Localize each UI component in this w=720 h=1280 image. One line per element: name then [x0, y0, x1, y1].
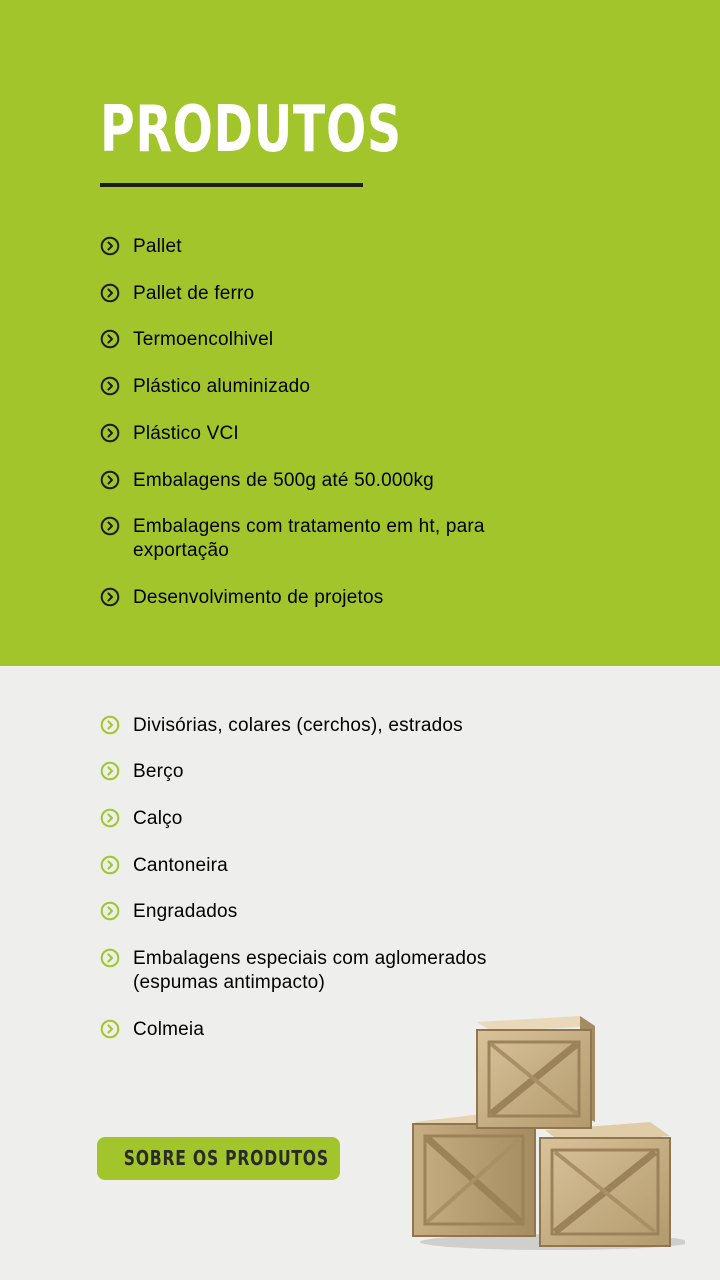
title-underline [100, 183, 363, 187]
list-item-label: Colmeia [133, 1019, 205, 1040]
list-item-label: Pallet de ferro [133, 283, 255, 304]
chevron-circle-icon [100, 715, 120, 735]
list-item-label: Termoencolhivel [133, 329, 274, 350]
list-item [100, 586, 383, 610]
list-item [100, 515, 563, 563]
chevron-circle-icon [100, 761, 120, 781]
chevron-circle-icon [100, 808, 120, 828]
chevron-circle-icon [100, 901, 120, 921]
list-item-label: Calço [133, 808, 183, 829]
list-item-label: Divisórias, colares (cerchos), estrados [133, 715, 463, 736]
list-item-label: Plástico aluminizado [133, 376, 311, 397]
list-item-label: Engradados [133, 901, 238, 922]
list-item-label: Desenvolvimento de projetos [133, 587, 384, 608]
list-item [100, 900, 237, 924]
list-item-label: Plástico VCI [133, 423, 239, 444]
list-item-label: Embalagens com tratamento em ht, para exportação [133, 516, 485, 561]
chevron-circle-icon [100, 1019, 120, 1039]
about-products-button-label: SOBRE OS PRODUTOS [123, 1146, 329, 1170]
chevron-circle-icon [100, 516, 120, 536]
list-item [100, 282, 254, 306]
list-item [100, 328, 273, 352]
list-item [100, 807, 183, 831]
list-item [100, 854, 228, 878]
list-item [100, 235, 182, 259]
wooden-crates-illustration [405, 1010, 685, 1250]
list-item [100, 714, 463, 738]
list-item [100, 1018, 204, 1042]
chevron-circle-icon [100, 587, 120, 607]
list-item-label: Berço [133, 761, 184, 782]
list-item-label: Embalagens especiais com aglomerados (espumas antimpacto) [133, 948, 487, 993]
chevron-circle-icon [100, 283, 120, 303]
chevron-circle-icon [100, 948, 120, 968]
list-item-label: Embalagens de 500g até 50.000kg [133, 470, 434, 491]
chevron-circle-icon [100, 329, 120, 349]
chevron-circle-icon [100, 236, 120, 256]
list-item-label: Pallet [133, 236, 182, 257]
page-title: PRODUTOS [100, 93, 402, 167]
list-item [100, 947, 573, 995]
list-item [100, 422, 239, 446]
chevron-circle-icon [100, 470, 120, 490]
list-item-label: Cantoneira [133, 855, 228, 876]
list-item [100, 375, 310, 399]
chevron-circle-icon [100, 376, 120, 396]
chevron-circle-icon [100, 855, 120, 875]
about-products-button[interactable] [97, 1137, 340, 1180]
list-item [100, 760, 184, 784]
chevron-circle-icon [100, 423, 120, 443]
list-item [100, 469, 434, 493]
